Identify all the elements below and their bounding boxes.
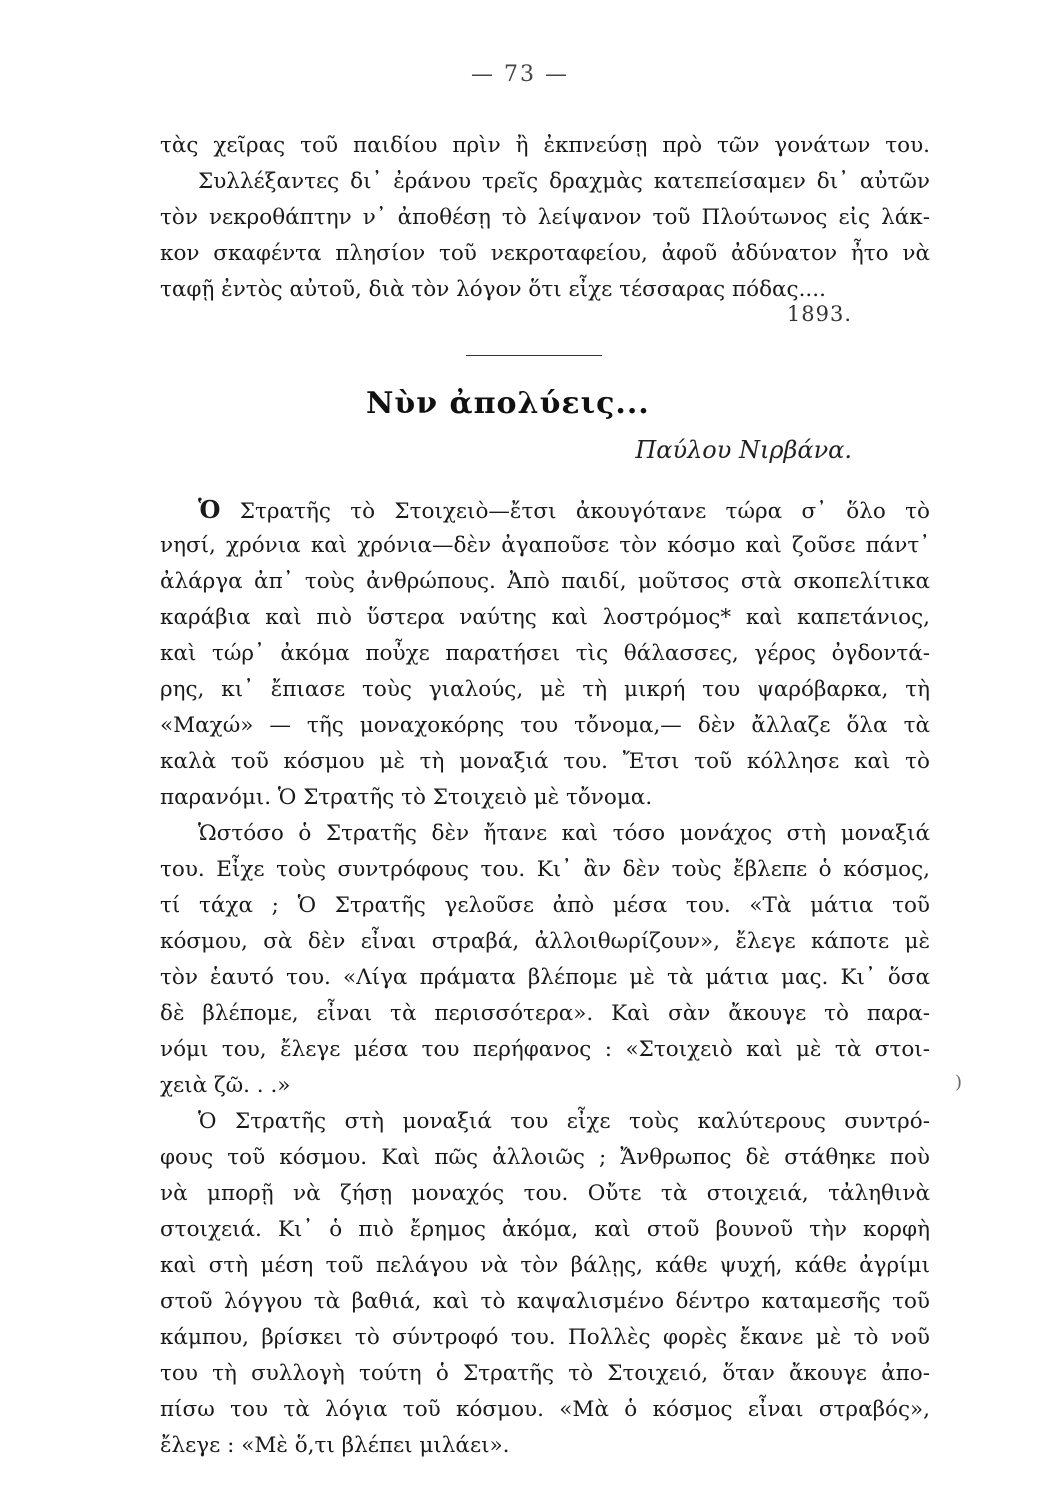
text-line: ἀλάργα ἀπ᾿ τοὺς ἀνθρώπους. Ἀπὸ παιδί, μοῦτσος στὰ σκοπελίτικα [160,569,930,594]
text-line: φους τοῦ κόσμου. Καὶ πῶς ἀλλοιῶς ; Ἄνθρωπος δὲ στάθηκε ποὺ [160,1145,930,1170]
text-line: ταφῇ ἐντὸς αὐτοῦ, διὰ τὸν λόγον ὅτι εἶχε τέσσαρας πόδας.... [160,277,826,302]
continuation-text [160,128,930,308]
text-line: νόμι του, ἔλεγε μέσα του περήφανος : «Στοιχειὸ καὶ μὲ τὰ στοι- [160,1037,930,1062]
margin-mark: ) [955,1072,963,1093]
text-line: ἔλεγε : «Μὲ ὅ,τι βλέπει μιλάει». [160,1433,510,1458]
text-line: Συλλέξαντες δι᾿ ἐράνου τρεῖς δραχμὰς κατεπείσαμεν δι᾿ αὐτῶν [198,169,930,194]
page-number: — 73 — [471,62,569,87]
text-line: πίσω του τὰ λόγια τοῦ κόσμου. «Μὰ ὁ κόσμος εἶναι στραβός», [160,1397,930,1422]
text-line: του τὴ συλλογὴ τούτη ὁ Στρατῆς τὸ Στοιχειό, ὅταν ἄκουγε ἀπο- [160,1361,930,1386]
date-line: 1893. [786,302,852,326]
text-line: κόσμου, σὰ δὲν εἶναι στραβά, ἀλλοιθωρίζουν», ἔλεγε κάποτε μὲ [160,929,930,954]
text-line: δὲ βλέπομε, εἶναι τὰ περισσότερα». Καὶ σὰν ἄκουγε τὸ παρα- [160,1001,930,1026]
text-line: παρανόμι. Ὁ Στρατῆς τὸ Στοιχειὸ μὲ τὄνομα. [160,785,653,810]
section-divider [466,355,602,356]
text-line-content: Στρατῆς τὸ Στοιχειὸ—ἔτσι ἀκουγότανε τώρα σ᾿ ὅλο τὸ [220,499,930,524]
text-line: τὰς χεῖρας τοῦ παιδίου πρὶν ἢ ἐκπνεύσῃ πρὸ τῶν γονάτων του. [160,133,930,158]
text-line: τὸν ἑαυτό του. «Λίγα πράματα βλέπομε μὲ τὰ μάτια μας. Κι᾿ ὅσα [160,965,930,990]
text-line: καλὰ τοῦ κόσμου μὲ τὴ μοναξιά του. Ἔτσι τοῦ κόλλησε καὶ τὸ [160,749,930,774]
text-line: κον σκαφέντα πλησίον τοῦ νεκροταφείου, ἀφοῦ ἀδύνατον ἦτο νὰ [160,241,930,266]
text-line: Ὡστόσο ὁ Στρατῆς δὲν ἤτανε καὶ τόσο μονάχος στὴ μοναξιά [198,821,930,846]
text-line: κάμπου, βρίσκει τὸ σύντροφό του. Πολλὲς φορὲς ἔκανε μὲ τὸ νοῦ [160,1325,930,1350]
text-line: τί τάχα ; Ὁ Στρατῆς γελοῦσε ἀπὸ μέσα του. «Τὰ μάτια τοῦ [160,893,930,918]
text-line: στοιχειά. Κι᾿ ὁ πιὸ ἔρημος ἀκόμα, καὶ στοῦ βουνοῦ τὴν κορφὴ [160,1217,930,1242]
text-line: στοῦ λόγγου τὰ βαθιά, καὶ τὸ καψαλισμένο δέντρο καταμεσῆς τοῦ [160,1289,930,1314]
text-line: καὶ στὴ μέση τοῦ πελάγου νὰ τὸν βάλῃς, κάθε ψυχή, κάθε ἀγρίμι [160,1253,930,1278]
text-line: «Μαχώ» — τῆς μοναχοκόρης του τὄνομα,— δὲν ἄλλαζε ὅλα τὰ [160,713,930,738]
text-line: καράβια καὶ πιὸ ὕστερα ναύτης καὶ λοστρόμος* καὶ καπετάνιος, [160,605,930,630]
story-text [160,492,930,1464]
story-title: Νὺν ἀπολύεις... [366,386,650,421]
text-line: του. Εἶχε τοὺς συντρόφους του. Κι᾿ ἂν δὲν τοὺς ἔβλεπε ὁ κόσμος, [160,857,930,882]
text-line: Ὁ Στρατῆς στὴ μοναξιά του εἶχε τοὺς καλύτερους συντρό- [198,1109,930,1134]
text-line: καὶ τώρ᾿ ἀκόμα ποὖχε παρατήσει τὶς θάλασσες, γέρος ὀγδοντά- [160,641,930,666]
text-line: τὸν νεκροθάπτην ν᾿ ἀποθέσῃ τὸ λείψανον τοῦ Πλούτωνος εἰς λάκ- [160,205,930,230]
text-line [160,492,930,528]
initial-letter: Ὁ [198,495,221,524]
text-line: νησί, χρόνια καὶ χρόνια—δὲν ἀγαποῦσε τὸν κόσμο καὶ ζοῦσε πάντ᾿ [160,533,930,558]
story-author: Παύλου Νιρβάνα. [635,436,852,464]
text-line: νὰ μπορῇ νὰ ζήσῃ μοναχός του. Οὔτε τὰ στοιχειά, τἀληθινὰ [160,1181,930,1206]
text-line: ρης, κι᾿ ἔπιασε τοὺς γιαλούς, μὲ τὴ μικρή του ψαρόβαρκα, τὴ [160,677,930,702]
text-line: χειὰ ζῶ. . .» [160,1073,291,1098]
